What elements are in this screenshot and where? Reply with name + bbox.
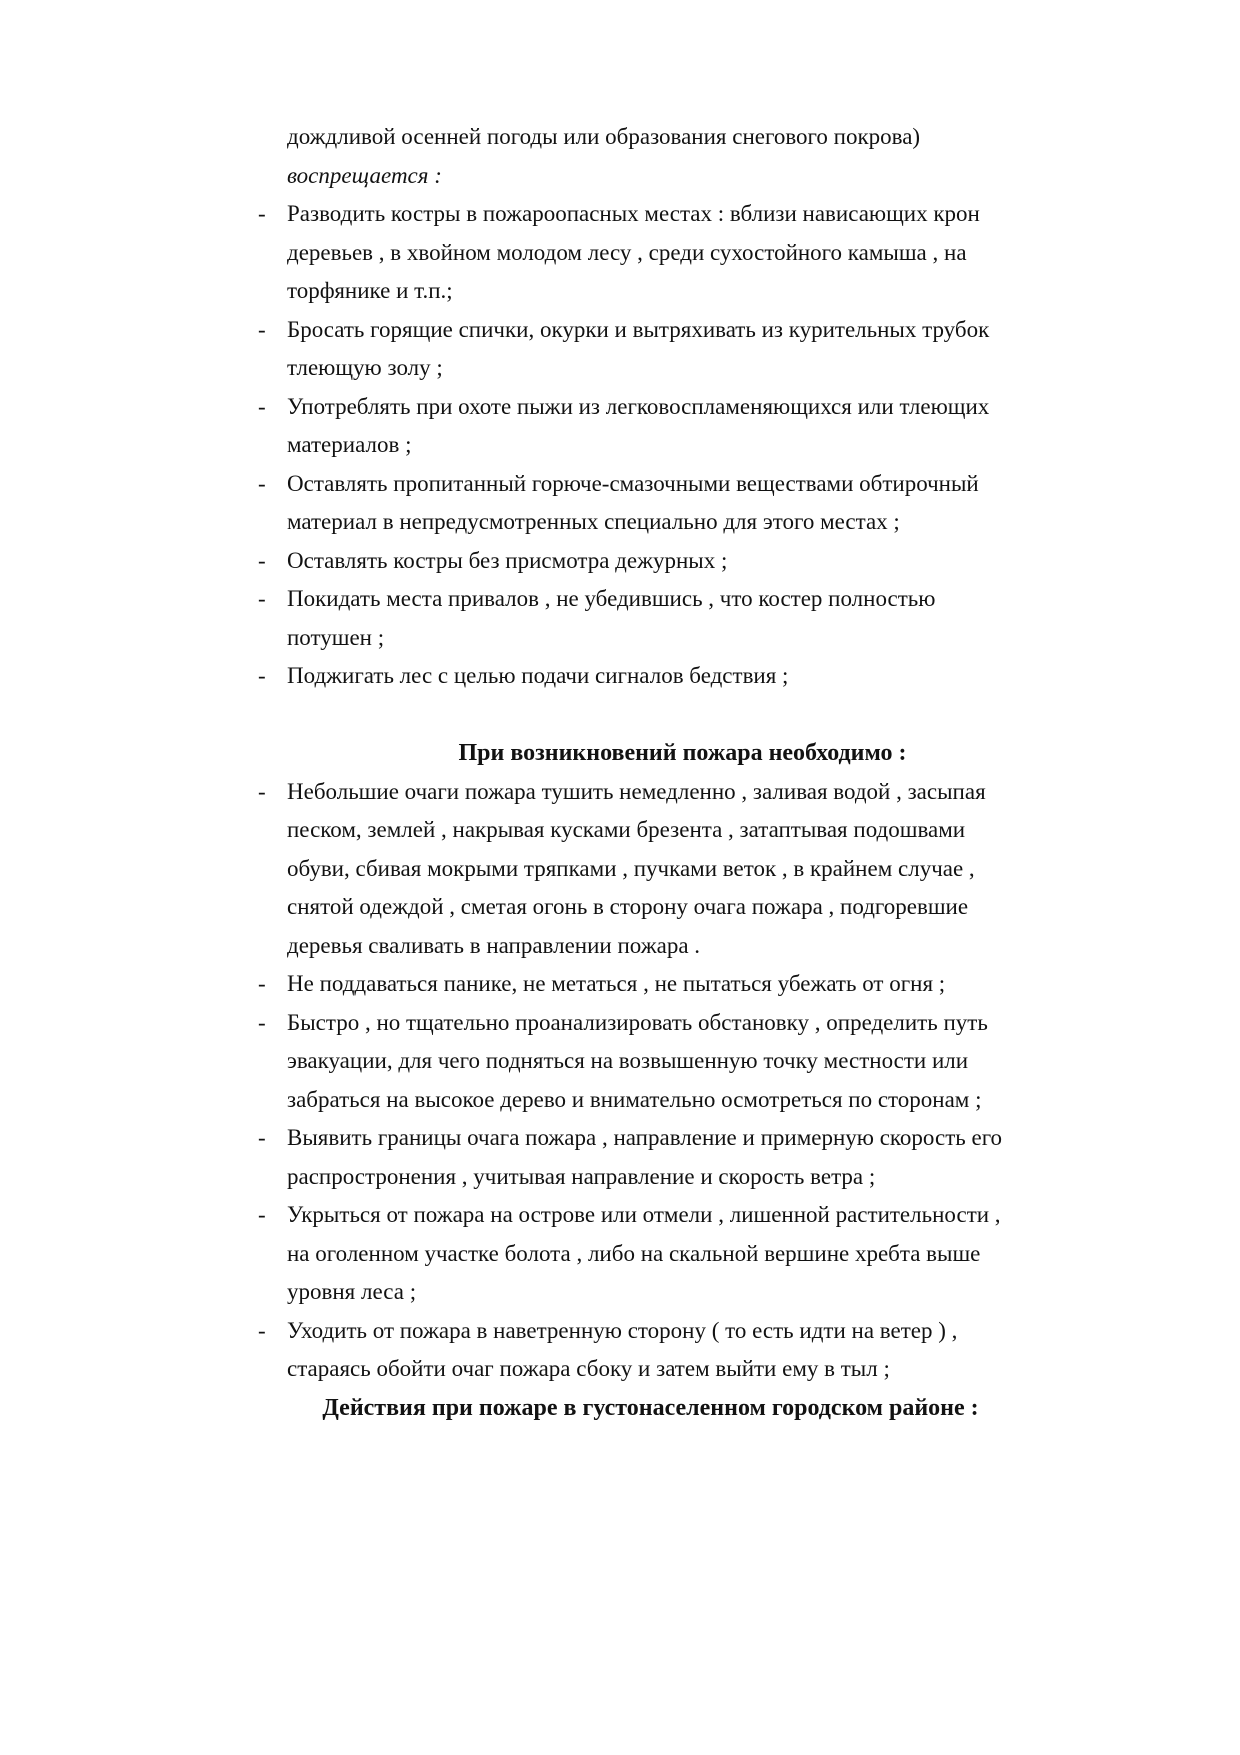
list-item-text: Употреблять при охоте пыжи из легковоспламеняющихся или тлеющих материалов ; [287, 393, 990, 457]
section-heading-city-fire: Действия при пожаре в густонаселенном городском районе : [322, 1394, 979, 1421]
list-item-text: Разводить костры в пожароопасных местах : вблизи нависающих крон деревьев , в хвойном молодом лесу , среди сухостойного камыша , на торфянике и т.п.; [287, 201, 980, 303]
fire-actions-list [258, 773, 1014, 1389]
list-item-text: Покидать места привалов , не убедившись , что костер полностью потушен ; [287, 586, 936, 650]
list-item-text: Оставлять пропитанный горюче-смазочными веществами обтирочный материал в непредусмотренных специально для этого местах ; [287, 470, 979, 534]
dash-bullet: - [258, 316, 266, 342]
dash-bullet: - [258, 586, 266, 611]
list-item-text: Оставлять костры без присмотра дежурных ; [287, 547, 728, 573]
list-item [258, 388, 1014, 465]
dash-bullet: - [258, 201, 266, 226]
list-item-text: Укрыться от пожара на острове или отмели , лишенной растительности , на оголенном участке болота , либо на скальной вершине хребта выше уровня леса ; [287, 1202, 1001, 1304]
list-item [258, 311, 1014, 388]
dash-bullet: - [258, 547, 266, 573]
list-item [258, 580, 1014, 657]
list-item-text: Не поддаваться панике, не метаться , не пытаться убежать от огня ; [287, 971, 946, 996]
list-item-text: Выявить границы очага пожара , направление и примерную скорость его распростронения , учитывая направление и скорость ветра ; [287, 1125, 1003, 1189]
list-item-text: Уходить от пожара в наветренную сторону ( то есть идти на ветер ) , стараясь обойти очаг пожара сбоку и затем выйти ему в тыл ; [287, 1317, 958, 1381]
list-item-text: Бросать горящие спички, окурки и вытряхивать из курительных трубок тлеющую золу ; [287, 316, 990, 380]
list-item [258, 965, 1014, 1004]
list-item [258, 657, 1014, 696]
list-item [258, 1312, 1014, 1389]
list-item [258, 1004, 1014, 1120]
dash-bullet: - [258, 1317, 266, 1343]
list-item [258, 1119, 1014, 1196]
list-item [258, 195, 1014, 311]
dash-bullet: - [258, 778, 266, 804]
continuation-paragraph-emphasis: воспрещается : [287, 162, 442, 188]
dash-bullet: - [258, 1125, 266, 1150]
list-item-text: Быстро , но тщательно проанализировать обстановку , определить путь эвакуации, для чего подняться на возвышенную точку местности или забраться на высокое дерево и внимательно осмотреться по сторонам ; [287, 1009, 988, 1112]
list-item [258, 542, 1014, 581]
dash-bullet: - [258, 1202, 266, 1227]
dash-bullet: - [258, 1009, 266, 1035]
dash-bullet: - [258, 663, 266, 688]
section-heading-fire-actions: При возникновений пожара необходимо : [458, 740, 907, 766]
list-item [258, 773, 1014, 966]
list-item-text: Поджигать лес с целью подачи сигналов бедствия ; [287, 663, 789, 688]
dash-bullet: - [258, 470, 266, 496]
forbidden-actions-list [258, 195, 1014, 696]
dash-bullet: - [258, 971, 266, 996]
list-item-text: Небольшие очаги пожара тушить немедленно , заливая водой , засыпая песком, землей , накрывая кусками брезента , затаптывая подошвами обуви, сбивая мокрыми тряпками , пучками веток , в крайнем случае , снятой одеждой , сметая огонь в сторону очага пожара , подгоревшие деревья сваливать в направлении пожара . [287, 778, 986, 958]
list-item [258, 1196, 1014, 1312]
document-content [258, 118, 1014, 1427]
dash-bullet: - [258, 393, 266, 419]
continuation-paragraph-line: дождливой осенней погоды или образования снегового покрова) [287, 124, 921, 149]
list-item [258, 465, 1014, 542]
